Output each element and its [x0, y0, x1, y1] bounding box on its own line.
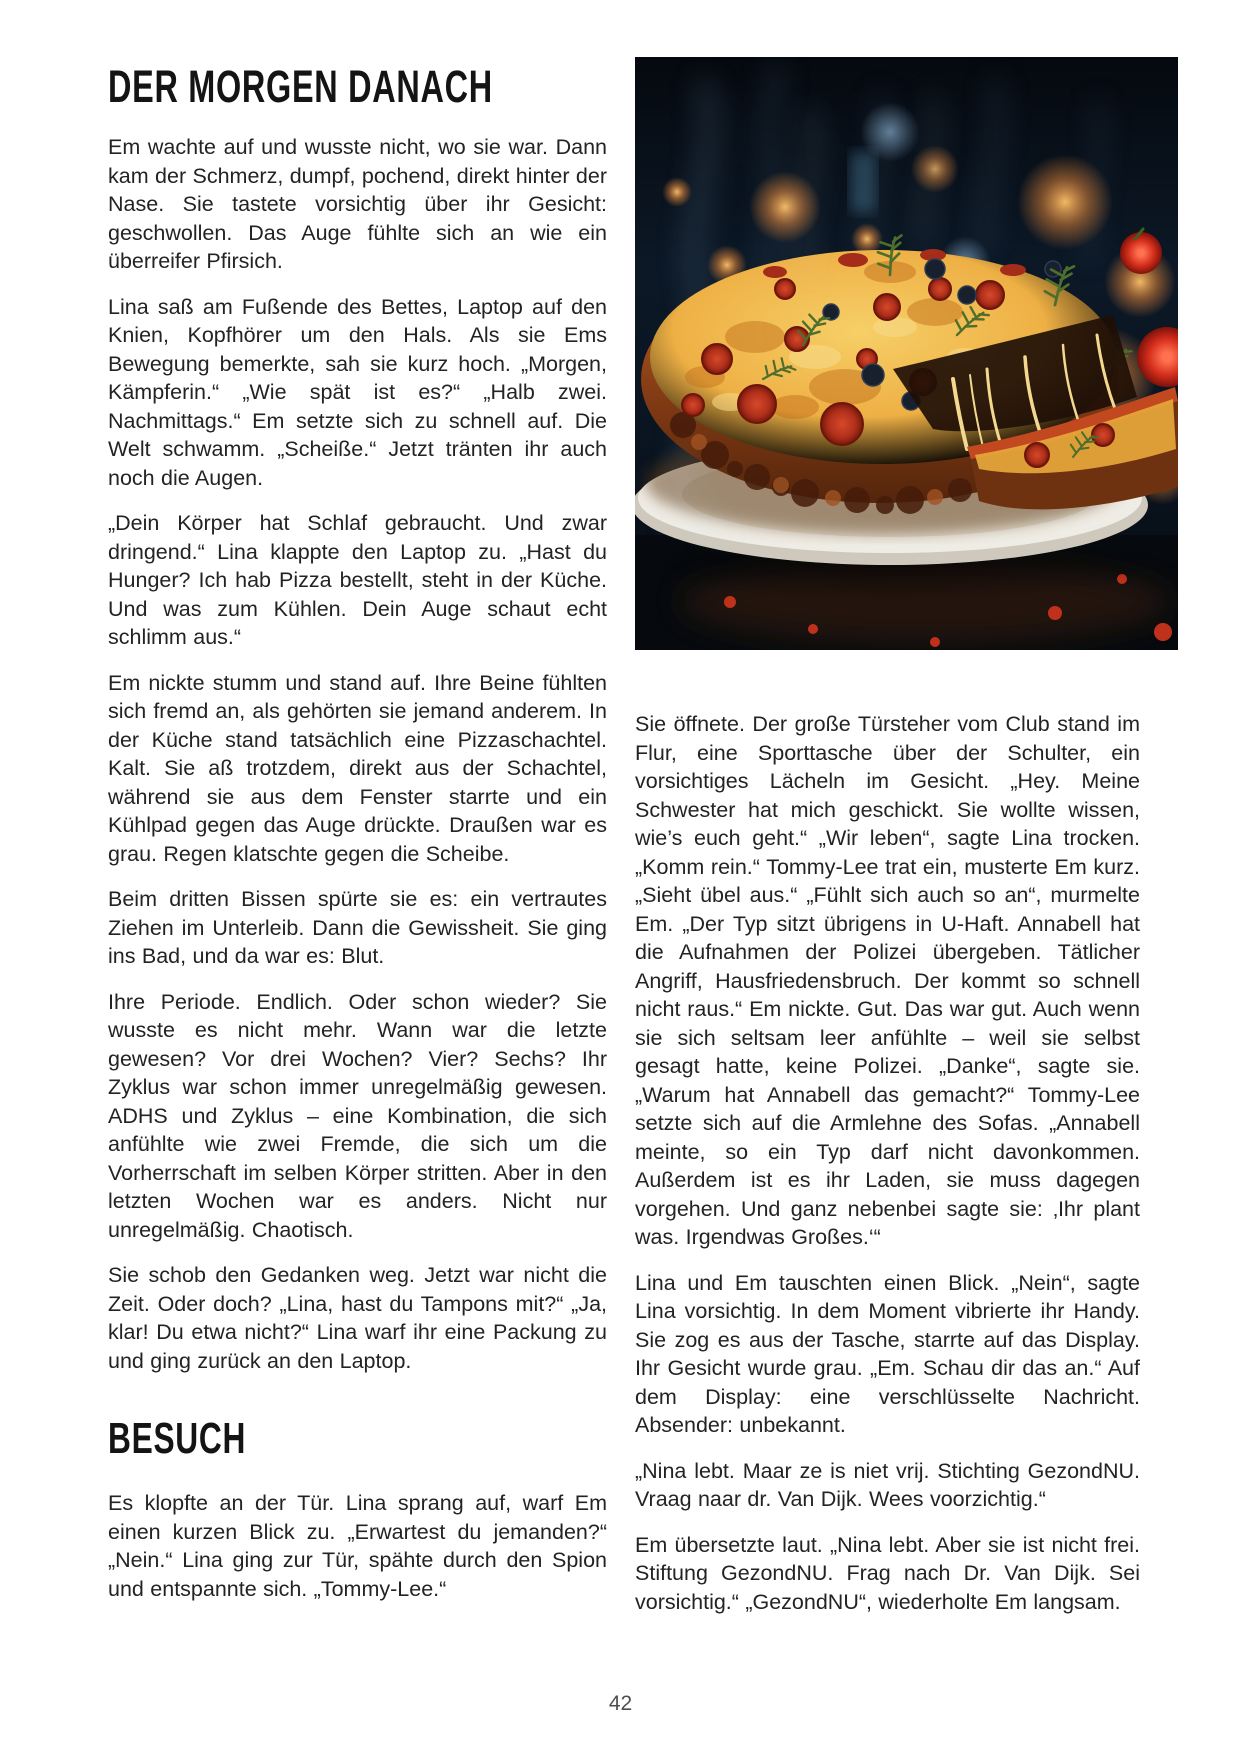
paragraph: Beim dritten Bissen spürte sie es: ein vertrautes Ziehen im Unterleib. Dann die Gewissheit. Sie ging ins Bad, und da war es: Blut. — [108, 887, 607, 968]
paragraph: Sie schob den Gedanken weg. Jetzt war nicht die Zeit. Oder doch? „Lina, hast du Tampons mit?“ „Ja, klar! Du etwa nicht?“ Lina warf ihr eine Packung zu und ging zurück an den Laptop. — [108, 1263, 607, 1373]
paragraph: Lina saß am Fußende des Bettes, Laptop auf den Knien, Kopfhörer um den Hals. Als sie Ems Bewegung bemerkte, sah sie kurz hoch. „Morgen, Kämpferin.“ „Wie spät ist es?“ „Halb zwei. Nachmittags.“ Em setzte sich zu schnell auf. Die Welt schwamm. „Scheiße.“ Jetzt tränten ihr auch noch die Augen. — [108, 294, 607, 490]
paragraph: „Dein Körper hat Schlaf gebraucht. Und zwar dringend.“ Lina klappte den Laptop zu. „Hast du Hunger? Ich hab Pizza bestellt, steht in der Küche. Und was zum Kühlen. Dein Auge schaut echt schlimm aus.“ — [108, 511, 607, 649]
paragraph: Es klopfte an der Tür. Lina sprang auf, warf Em einen kurzen Blick zu. „Erwartest du jemanden?“ „Nein.“ Lina ging zur Tür, spähte durch den Spion und entspannte sich. „Tommy-Lee.“ — [108, 1491, 607, 1601]
paragraph: „Nina lebt. Maar ze is niet vrij. Stichting GezondNU. Vraag naar dr. Van Dijk. Wees voorzichtig.“ — [635, 1458, 1140, 1511]
section-heading-besuch: BESUCH — [108, 1414, 247, 1463]
chapter-heading-morgen-danach: DER MORGEN DANACH — [108, 61, 493, 112]
paragraph: Ihre Periode. Endlich. Oder schon wieder? Sie wusste es nicht mehr. Wann war die letzte gewesen? Vor drei Wochen? Vier? Sechs? Ihr Zyklus war schon immer unregelmäßig gewesen. ADHS und Zyklus – eine Kombination, die sich anfühlte wie zwei Fremde, die sich um die Vorherrschaft im selben Körper stritten. Aber in den letzten Wochen war es anders. Nicht nur unregelmäßig. Chaotisch. — [108, 989, 607, 1242]
paragraph: Lina und Em tauschten einen Blick. „Nein“, sagte Lina vorsichtig. In dem Moment vibrierte ihr Handy. Sie zog es aus der Tasche, starrte auf das Display. Ihr Gesicht wurde grau. „Em. Schau dir das an.“ Auf dem Display: eine verschlüsselte Nachricht. Absender: unbekannt. — [635, 1270, 1140, 1437]
left-column — [108, 61, 607, 1620]
paragraph: Em wachte auf und wusste nicht, wo sie war. Dann kam der Schmerz, dumpf, pochend, direkt hinter der Nase. Sie tastete vorsichtig über ihr Gesicht: geschwollen. Das Auge fühlte sich an wie ein überreifer Pfirsich. — [108, 135, 607, 273]
pizza-photo — [635, 57, 1178, 650]
page-number: 42 — [608, 1692, 633, 1715]
pizza-photo-illustration — [635, 57, 1178, 650]
paragraph: Em nickte stumm und stand auf. Ihre Beine fühlten sich fremd an, als gehörten sie jemand anderem. In der Küche stand tatsächlich eine Pizzaschachtel. Kalt. Sie aß trotzdem, direkt aus der Schachtel, während sie aus dem Fenster starrte und ein Kühlpad gegen das Auge drückte. Draußen war es grau. Regen klatschte gegen die Scheibe. — [108, 670, 607, 866]
paragraph: Sie öffnete. Der große Türsteher vom Club stand im Flur, eine Sporttasche über der Schulter, ein vorsichtiges Lächeln im Gesicht. „Hey. Meine Schwester hat mich geschickt. Sie wollte wissen, wie’s euch geht.“ „Wir leben“, sagte Lina trocken. „Komm rein.“ Tommy-Lee trat ein, musterte Em kurz. „Sieht übel aus.“ „Fühlt sich auch so an“, murmelte Em. „Der Typ sitzt übrigens in U-Haft. Annabell hat die Aufnahmen der Polizei übergeben. Tätlicher Angriff, Hausfriedensbruch. Der kommt so schnell nicht raus.“ Em nickte. Gut. Das war gut. Auch wenn sie sich seltsam leer anfühlte – weil sie selbst gesagt hatte, keine Polizei. „Danke“, sagte sie. „Warum hat Annabell das gemacht?“ Tommy-Lee setzte sich auf die Armlehne des Sofas. „Annabell meinte, so ein Typ darf nicht davonkommen. Außerdem ist es ihr Laden, sie muss dagegen vorgehen. Und ganz nebenbei sagte sie: ‚Ihr plant was. Irgendwas Großes.‘“ — [635, 712, 1140, 1249]
paragraph: Em übersetzte laut. „Nina lebt. Aber sie ist nicht frei. Stiftung GezondNU. Frag nach Dr. Van Dijk. Sei vorsichtig.“ „GezondNU“, wiederholte Em langsam. — [635, 1532, 1140, 1614]
right-column — [635, 710, 1140, 1633]
